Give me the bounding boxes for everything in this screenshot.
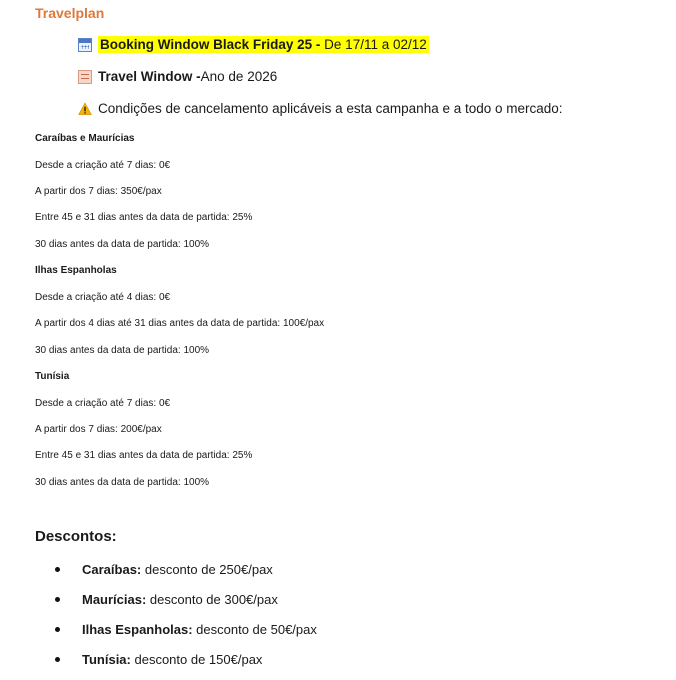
discount-value: desconto de 250€/pax [141, 562, 273, 577]
discount-region: Maurícias: [82, 592, 147, 607]
condition-item: 30 dias antes da data de partida: 100% [35, 477, 210, 488]
condition-item: 30 dias antes da data de partida: 100% [35, 239, 210, 250]
ticket-icon [78, 70, 92, 84]
brand-heading: Travelplan [35, 5, 105, 21]
section-title-tunisia: Tunísia [35, 371, 70, 382]
condition-item: Entre 45 e 31 dias antes da data de partida: 25% [35, 450, 253, 461]
bullet-icon [55, 597, 60, 602]
condition-item: Desde a criação até 7 dias: 0€ [35, 160, 171, 171]
discounts-heading: Descontos: [35, 528, 117, 545]
calendar-icon [78, 38, 92, 52]
discount-item [55, 562, 273, 577]
travel-window-value: Ano de 2026 [200, 69, 278, 84]
discount-value: desconto de 300€/pax [146, 592, 278, 607]
discount-value: desconto de 150€/pax [130, 652, 263, 667]
condition-item: A partir dos 7 dias: 350€/pax [35, 186, 162, 197]
cancellation-intro-line [78, 101, 563, 116]
discount-value: desconto de 50€/pax [192, 622, 317, 637]
discount-item [55, 592, 278, 607]
condition-item: A partir dos 4 dias até 31 dias antes da data de partida: 100€/pax [35, 318, 325, 329]
discount-region: Tunísia: [82, 652, 131, 667]
discount-item [55, 622, 317, 637]
travel-window-label: Travel Window - [98, 69, 201, 84]
booking-window-line [78, 36, 429, 53]
section-title-ilhas-espanholas: Ilhas Espanholas [35, 265, 117, 276]
discount-region: Ilhas Espanholas: [82, 622, 193, 637]
discount-region: Caraíbas: [82, 562, 142, 577]
warning-icon [78, 102, 92, 116]
condition-item: 30 dias antes da data de partida: 100% [35, 345, 210, 356]
booking-window-dates: De 17/11 a 02/12 [324, 37, 427, 52]
booking-window-label: Booking Window Black Friday 25 - [100, 37, 325, 52]
section-title-caraibas-mauricias: Caraíbas e Maurícias [35, 133, 135, 144]
bullet-icon [55, 627, 60, 632]
travel-window-line [78, 69, 277, 84]
condition-item: Desde a criação até 7 dias: 0€ [35, 398, 171, 409]
bullet-icon [55, 657, 60, 662]
cancellation-intro-text: Condições de cancelamento aplicáveis a esta campanha e a todo o mercado: [98, 101, 563, 116]
condition-item: Entre 45 e 31 dias antes da data de partida: 25% [35, 212, 253, 223]
condition-item: Desde a criação até 4 dias: 0€ [35, 292, 171, 303]
bullet-icon [55, 567, 60, 572]
booking-window-highlight [98, 36, 429, 53]
condition-item: A partir dos 7 dias: 200€/pax [35, 424, 162, 435]
discount-item [55, 652, 262, 667]
